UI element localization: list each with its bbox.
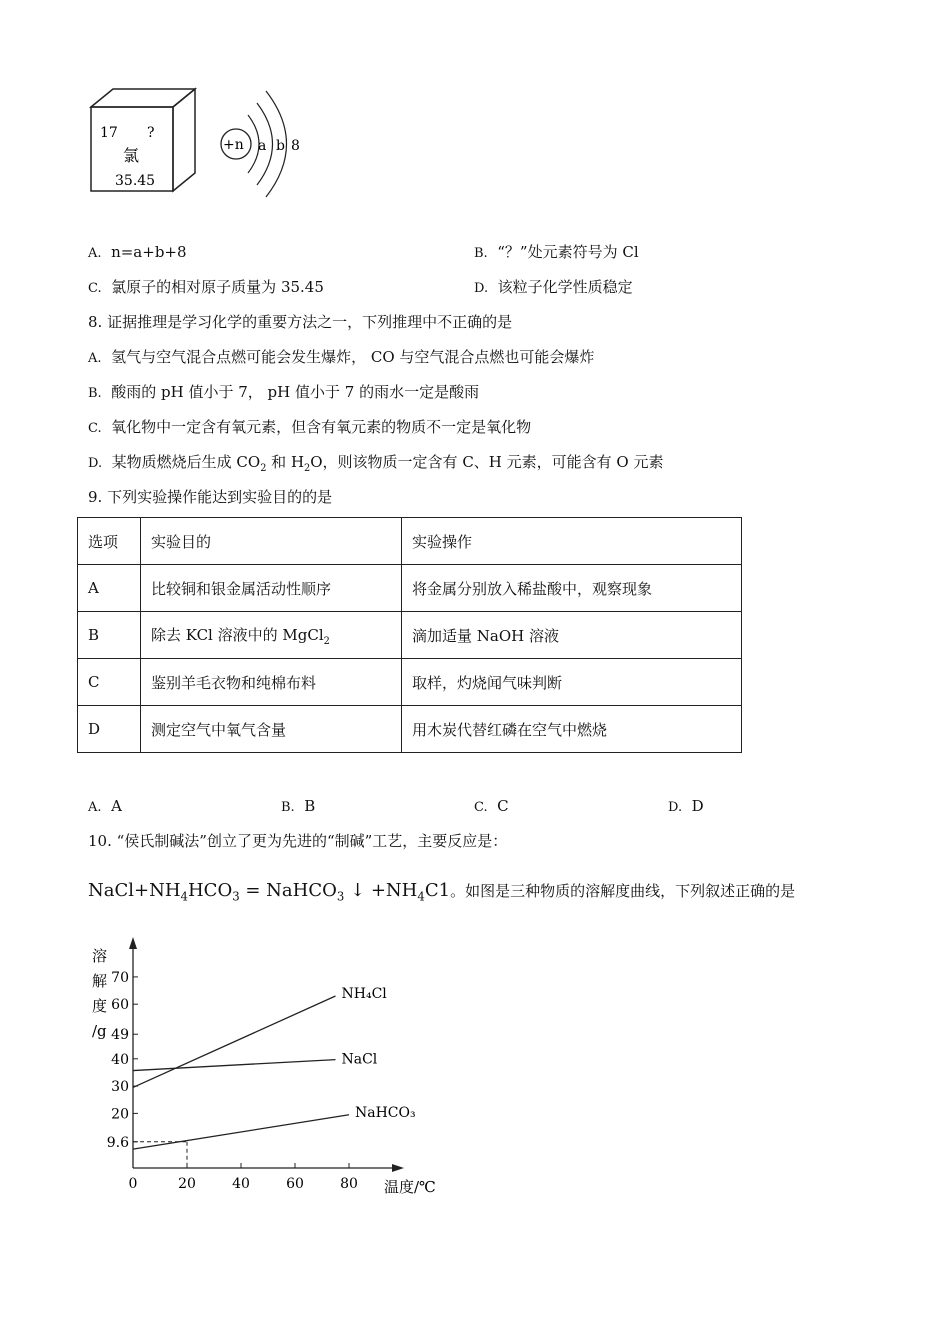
q7-option-b	[474, 243, 639, 263]
option-text: 氢气与空气混合点燃可能会发生爆炸， CO 与空气混合点燃也可能会爆炸	[111, 348, 595, 366]
shell-3-electrons: 8	[291, 138, 300, 154]
table-cell: 比较铜和银金属活动性顺序	[141, 565, 402, 612]
y-tick-label: 40	[111, 1051, 129, 1068]
q8-stem: 8. 证据推理是学习化学的重要方法之一，下列推理中不正确的是	[88, 313, 513, 331]
table-cell: C	[78, 659, 141, 706]
q9-option-b	[281, 797, 315, 817]
shell-1-electrons: a	[258, 138, 267, 154]
y-axis-label: 度	[92, 997, 108, 1015]
q9-stem: 9. 下列实验操作能达到实验目的的是	[88, 488, 333, 506]
q10-equation-line	[88, 880, 795, 904]
q9-option-d	[668, 797, 704, 817]
table-row	[78, 612, 742, 659]
solubility-chart	[80, 935, 440, 1210]
q7-option-c	[88, 278, 324, 298]
option-text: 氧化物中一定含有氧元素，但含有氧元素的物质不一定是氧化物	[111, 418, 532, 436]
reaction-equation: $NaCl+NH_4HCO_3$ = NaHCO$_3$ ↓ $+NH_4C1$	[88, 880, 451, 904]
option-text: 氯原子的相对原子质量为 35.45	[111, 278, 324, 296]
option-text: 酸雨的 pH 值小于 7， pH 值小于 7 的雨水一定是酸雨	[111, 383, 480, 401]
q9-table	[77, 517, 742, 753]
option-letter: C.	[88, 281, 102, 296]
table-cell: 除去 KCl 溶液中的 MgCl$_2$	[141, 612, 402, 659]
option-letter: A.	[88, 246, 102, 261]
series-label: NaHCO₃	[355, 1104, 416, 1121]
nucleus-charge: +n	[223, 137, 244, 153]
option-letter: D.	[474, 281, 489, 296]
y-tick-label: 30	[111, 1079, 129, 1096]
element-mass: 35.45	[115, 173, 156, 189]
option-letter: D.	[668, 800, 683, 815]
q10-stem: 10. “侯氏制碱法”创立了更为先进的“制碱”工艺，主要反应是：	[88, 832, 508, 850]
table-cell: 取样，灼烧闻气味判断	[402, 659, 742, 706]
series-line	[133, 1115, 349, 1149]
series-line	[133, 996, 336, 1087]
option-letter: A.	[88, 800, 102, 815]
q8-option-d	[88, 453, 663, 478]
x-tick-label: 80	[340, 1176, 358, 1192]
table-row	[78, 659, 742, 706]
q10-stem-tail: 。如图是三种物质的溶解度曲线，下列叙述正确的是	[450, 882, 796, 900]
x-tick-label: 0	[128, 1176, 138, 1192]
element-name: 氯	[123, 146, 140, 165]
option-letter: D.	[88, 456, 103, 471]
table-header: 实验目的	[141, 518, 402, 565]
y-tick-label: 20	[111, 1106, 129, 1123]
q9-option-c	[474, 797, 509, 817]
table-cell: 测定空气中氧气含量	[141, 706, 402, 753]
option-letter: B.	[88, 386, 102, 401]
table-header: 选项	[78, 518, 141, 565]
x-tick-label: 20	[178, 1176, 196, 1192]
option-text: B	[304, 797, 316, 815]
table-row	[78, 565, 742, 612]
table-cell: 将金属分别放入稀盐酸中，观察现象	[402, 565, 742, 612]
x-tick-label: 40	[232, 1176, 250, 1192]
y-tick-label: 49	[111, 1027, 129, 1044]
table-cell: 滴加适量 NaOH 溶液	[402, 612, 742, 659]
option-text: “？”处元素符号为 Cl	[497, 243, 639, 261]
y-axis-arrow	[129, 937, 137, 949]
table-cell: 用木炭代替红磷在空气中燃烧	[402, 706, 742, 753]
element-symbol: ?	[147, 125, 155, 141]
option-letter: A.	[88, 351, 102, 366]
q7-option-a	[88, 243, 187, 263]
q7-option-d	[474, 278, 633, 298]
option-text: 该粒子化学性质稳定	[497, 278, 633, 296]
q8-option-a	[88, 348, 594, 368]
option-text: D	[691, 797, 704, 815]
x-tick-label: 60	[286, 1176, 304, 1192]
x-axis-arrow	[392, 1164, 404, 1172]
q8-option-b	[88, 383, 479, 403]
table-header: 实验操作	[402, 518, 742, 565]
table-cell: D	[78, 706, 141, 753]
table-cell: B	[78, 612, 141, 659]
series-label: NH₄Cl	[341, 986, 387, 1003]
table-header-row	[78, 518, 742, 565]
option-text: n=a+b+8	[111, 243, 187, 261]
y-tick-label: 9.6	[106, 1134, 129, 1151]
q9-option-a	[88, 797, 122, 817]
shell-2-electrons: b	[276, 138, 285, 154]
series-line	[133, 1060, 336, 1071]
y-tick-label: 70	[111, 969, 129, 986]
q8-option-c	[88, 418, 531, 438]
option-text: A	[111, 797, 122, 815]
option-letter: C.	[88, 421, 102, 436]
table-row	[78, 706, 742, 753]
element-card-figure	[85, 85, 315, 200]
y-axis-label: 解	[92, 972, 108, 990]
element-number: 17	[100, 125, 118, 141]
option-text: 某物质燃烧后生成 $CO_2$ 和 $H_2O$，则该物质一定含有 C、H 元素，可能含有 O 元素	[111, 453, 664, 474]
option-text: C	[497, 797, 509, 815]
option-letter: B.	[281, 800, 295, 815]
option-letter: C.	[474, 800, 488, 815]
series-label: NaCl	[341, 1051, 378, 1068]
table-cell: A	[78, 565, 141, 612]
y-axis-label: 溶	[92, 947, 108, 965]
option-letter: B.	[474, 246, 488, 261]
y-tick-label: 60	[111, 997, 129, 1014]
x-axis-label: 温度/℃	[384, 1178, 436, 1196]
table-cell: 鉴别羊毛衣物和纯棉布料	[141, 659, 402, 706]
y-axis-label: /g	[92, 1022, 107, 1040]
